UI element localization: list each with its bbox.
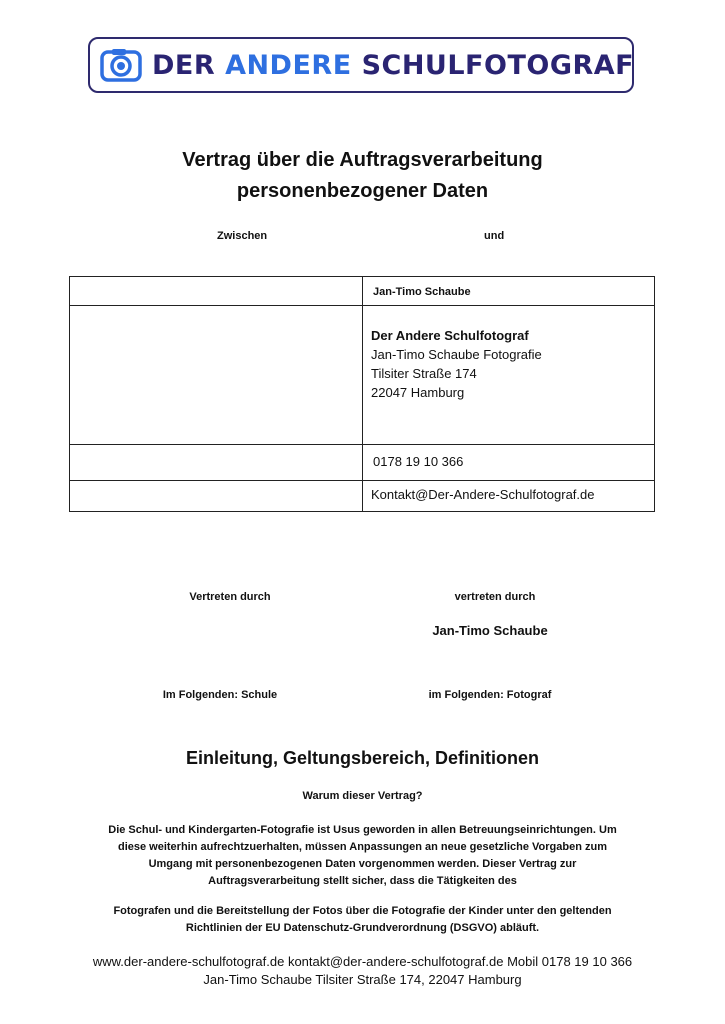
intro-paragraph-2: Fotografen und die Bereitstellung der Fotos über die Fotografie der Kinder unter den geltenden Richtlinien der EU Datenschutz-Grundverordnung (DSGVO) abläuft. <box>113 905 612 934</box>
table-row <box>70 481 655 512</box>
photographer-representative-name: Jan-Timo Schaube <box>432 623 548 638</box>
photographer-phone-cell <box>363 445 655 481</box>
footer-address-line: Jan-Timo Schaube Tilsiter Straße 174, 22047 Hamburg <box>203 972 522 987</box>
photographer-represented-by-label: vertreten durch <box>454 591 536 603</box>
logo-banner <box>88 37 634 93</box>
footer-contact-line: www.der-andere-schulfotograf.de kontakt@der-andere-schulfotograf.de Mobil 0178 19 10 366 <box>92 954 633 969</box>
school-phone-cell[interactable] <box>70 445 363 481</box>
logo-word-andere: ANDERE <box>225 50 352 81</box>
school-name-cell[interactable] <box>70 277 363 306</box>
school-address-cell[interactable] <box>70 306 363 445</box>
photographer-name: Jan-Timo Schaube <box>373 286 471 298</box>
school-represented-by-label: Vertreten durch <box>189 591 271 603</box>
photographer-name-cell <box>363 277 655 306</box>
section-heading: Einleitung, Geltungsbereich, Definitionen <box>185 748 540 768</box>
school-email-cell[interactable] <box>70 481 363 512</box>
photographer-role-label: im Folgenden: Fotograf <box>428 689 552 701</box>
camera-icon <box>100 48 142 82</box>
table-row <box>70 277 655 306</box>
logo-text <box>152 47 634 85</box>
parties-table <box>69 276 655 512</box>
table-row <box>70 445 655 481</box>
photographer-company: Der Andere Schulfotograf <box>371 328 529 343</box>
logo-word-der: DER <box>152 50 216 81</box>
party-left-label: Zwischen <box>217 230 268 242</box>
logo-word-schulfotograf: SCHULFOTOGRAF <box>361 50 635 81</box>
section-subheading: Warum dieser Vertrag? <box>302 790 423 802</box>
photographer-address-line: Jan-Timo Schaube Fotografie <box>371 347 542 362</box>
intro-paragraph-1: Die Schul- und Kindergarten-Fotografie ist Usus geworden in allen Betreuungseinrichtungen. Um diese weiterhin aufrechtzuerhalten, müssen Anpassungen an neue gesetzliche Vorgaben zum Umgang mit personenbezogenen Daten vorgenommen werden. Dieser Vertrag zur Auftragsverarbeitung stellt sicher, dass die Tätigkeiten des <box>108 824 617 887</box>
table-row <box>70 306 655 445</box>
school-role-label: Im Folgenden: Schule <box>162 689 278 701</box>
party-right-label: und <box>484 230 505 242</box>
photographer-address-line: 22047 Hamburg <box>371 385 465 400</box>
photographer-email-cell <box>363 481 655 512</box>
photographer-address-cell <box>363 306 655 445</box>
document-title-line2: personenbezogener Daten <box>236 180 489 202</box>
photographer-address-line: Tilsiter Straße 174 <box>371 366 477 381</box>
photographer-email[interactable]: Kontakt@Der-Andere-Schulfotograf.de <box>371 487 595 502</box>
document-title-line1: Vertrag über die Auftragsverarbeitung <box>182 149 543 171</box>
photographer-phone: 0178 19 10 366 <box>373 454 464 469</box>
